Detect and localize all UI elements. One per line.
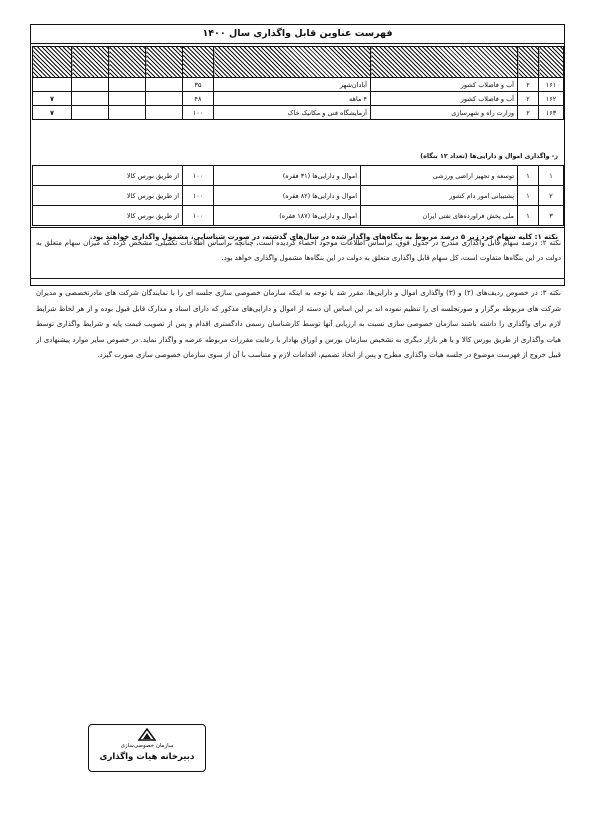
table-header-row bbox=[33, 47, 564, 78]
organization-logo-icon bbox=[138, 728, 156, 741]
header-cell bbox=[214, 47, 371, 78]
row-empty bbox=[72, 78, 109, 92]
header-cell bbox=[518, 47, 539, 78]
table-row bbox=[33, 106, 564, 120]
note-2: نکته ۲: درصد سهام قابل واگذاری مندرج در جدول فوق، براساس اطلاعات موجود احصاء گردیده است، چنانچه براساس اطلاعات تکمیلی، مشخص گردد که میزان سهام متعلق به دولت در این بنگاه‌ها متفاوت است، کل سهام قابل واگذاری متعلق به دولت در این بنگاه‌ها مشمول واگذاری خواهد بود. bbox=[36, 239, 562, 262]
row-id: ۱۶۳ bbox=[539, 106, 564, 120]
row-percent: ۱۰۰ bbox=[183, 206, 214, 226]
table-row bbox=[33, 92, 564, 106]
row-id: ۱۶۲ bbox=[539, 92, 564, 106]
row-company: آب و فاضلاب کشور bbox=[371, 92, 518, 106]
row-percent: ۱۰۰ bbox=[183, 186, 214, 206]
row-method: از طریق بورس کالا bbox=[33, 206, 183, 226]
table-enterprises bbox=[32, 46, 564, 120]
row-empty bbox=[109, 78, 146, 92]
row-method bbox=[146, 106, 183, 120]
row-group: ۱ bbox=[518, 166, 539, 186]
document-title: فهرست عناوین قابل واگذاری سال ۱۴۰۰ bbox=[202, 28, 393, 39]
section-label-assets: ز- واگذاری اموال و دارایی‌ها (تعداد ۱۲ بنگاه) bbox=[420, 153, 558, 160]
table-row bbox=[33, 78, 564, 92]
row-asset: اموال و دارایی‌ها (۳۱ فقره) bbox=[214, 166, 361, 186]
row-asset: اموال و دارایی‌ها (۸۲ فقره) bbox=[214, 186, 361, 206]
title-divider bbox=[31, 43, 564, 44]
row-method bbox=[146, 92, 183, 106]
table-assets bbox=[32, 165, 564, 226]
table-row bbox=[33, 166, 564, 186]
row-company: توسعه و تجهیز اراضی ورزشی bbox=[361, 166, 518, 186]
note-divider bbox=[30, 278, 565, 279]
row-id: ۱ bbox=[539, 166, 564, 186]
row-empty bbox=[109, 106, 146, 120]
row-province: آزمایشگاه فنی و مکانیک خاک bbox=[214, 106, 371, 120]
row-id: ۲ bbox=[539, 186, 564, 206]
header-cell bbox=[33, 47, 72, 78]
row-empty bbox=[72, 92, 109, 106]
table-row bbox=[33, 206, 564, 226]
row-province: ۴ ماهه bbox=[214, 92, 371, 106]
row-group: ۲ bbox=[518, 92, 539, 106]
header-cell bbox=[72, 47, 109, 78]
header-cell bbox=[371, 47, 518, 78]
row-percent: ۱۰۰ bbox=[183, 166, 214, 186]
row-priority: ۷ bbox=[33, 92, 72, 106]
row-province: آبادان‌شهر bbox=[214, 78, 371, 92]
row-asset: اموال و دارایی‌ها (۱۸۷ فقره) bbox=[214, 206, 361, 226]
row-group: ۱ bbox=[518, 206, 539, 226]
note-1: نکته ۱: کلیه سهام خرد زیر ۵ درصد مربوط به بنگاه‌های واگذار شده در سال‌های گذشته، در صورت شناسایی، مشمول واگذاری خواهند بود. bbox=[89, 233, 558, 241]
row-id: ۱۶۱ bbox=[539, 78, 564, 92]
note-divider bbox=[31, 227, 564, 228]
row-empty bbox=[109, 92, 146, 106]
row-company: ملی پخش فراورده‌های نفتی ایران bbox=[361, 206, 518, 226]
row-empty bbox=[72, 106, 109, 120]
row-group: ۲ bbox=[518, 78, 539, 92]
table-row bbox=[33, 186, 564, 206]
header-cell bbox=[539, 47, 564, 78]
row-method: از طریق بورس کالا bbox=[33, 186, 183, 206]
header-cell bbox=[183, 47, 214, 78]
row-group: ۲ bbox=[518, 106, 539, 120]
row-method: از طریق بورس کالا bbox=[33, 166, 183, 186]
row-company: پشتیبانی امور دام کشور bbox=[361, 186, 518, 206]
row-id: ۳ bbox=[539, 206, 564, 226]
row-percent: ۱۰۰ bbox=[183, 106, 214, 120]
row-group: ۱ bbox=[518, 186, 539, 206]
stamp-organization: سازمان خصوصی‌سازی bbox=[120, 743, 174, 749]
row-percent: ۴۸ bbox=[183, 92, 214, 106]
row-percent: ۳۵ bbox=[183, 78, 214, 92]
header-cell bbox=[146, 47, 183, 78]
note-3: نکته ۳: در خصوص ردیف‌های (۲) و (۳) واگذاری اموال و دارایی‌ها، مقرر شد با توجه به اینکه سازمان خصوصی سازی جلسه ای را با نمایندگان شرکت های مادرتخصصی و مدیران شرکت های مربوطه برگزار و صورتجلسه ای را تنظیم نموده اند بر این اساس آن دسته از اموال و دارایی‌های مذکور که دارای اسناد و مدارک قابل قبول بوده و از هر لحاظ شرایط لازم برای واگذاری را داشته باشند سازمان خصوصی سازی نسبت به ارزیابی آنها توسط کارشناسان رسمی دادگستری اقدام و پس از تصویب قیمت پایه و شرایط واگذاری توسط هیات واگذاری از طریق بورس کالا و یا هر بازار دیگری به تشخیص سازمان بورس و اوراق بهادار با رعایت مقررات مربوطه عرضه و واگذار نماید. در خصوص سایر موارد پیشنهادی از قبیل خروج از فهرست موضوع در جلسه هیات واگذاری مطرح و پس از اتخاذ تصمیم، اقدامات لازم و متناسب با آن از سوی سازمان خصوصی سازی صورت گیرد. bbox=[36, 289, 561, 359]
row-priority: ۷ bbox=[33, 106, 72, 120]
header-cell bbox=[109, 47, 146, 78]
row-company: وزارت راه و شهرسازی bbox=[371, 106, 518, 120]
row-method bbox=[146, 78, 183, 92]
official-stamp bbox=[88, 724, 206, 772]
row-company: آب و فاضلاب کشور bbox=[371, 78, 518, 92]
row-priority bbox=[33, 78, 72, 92]
stamp-department: دبیرخانه هیات واگذاری bbox=[99, 752, 195, 762]
